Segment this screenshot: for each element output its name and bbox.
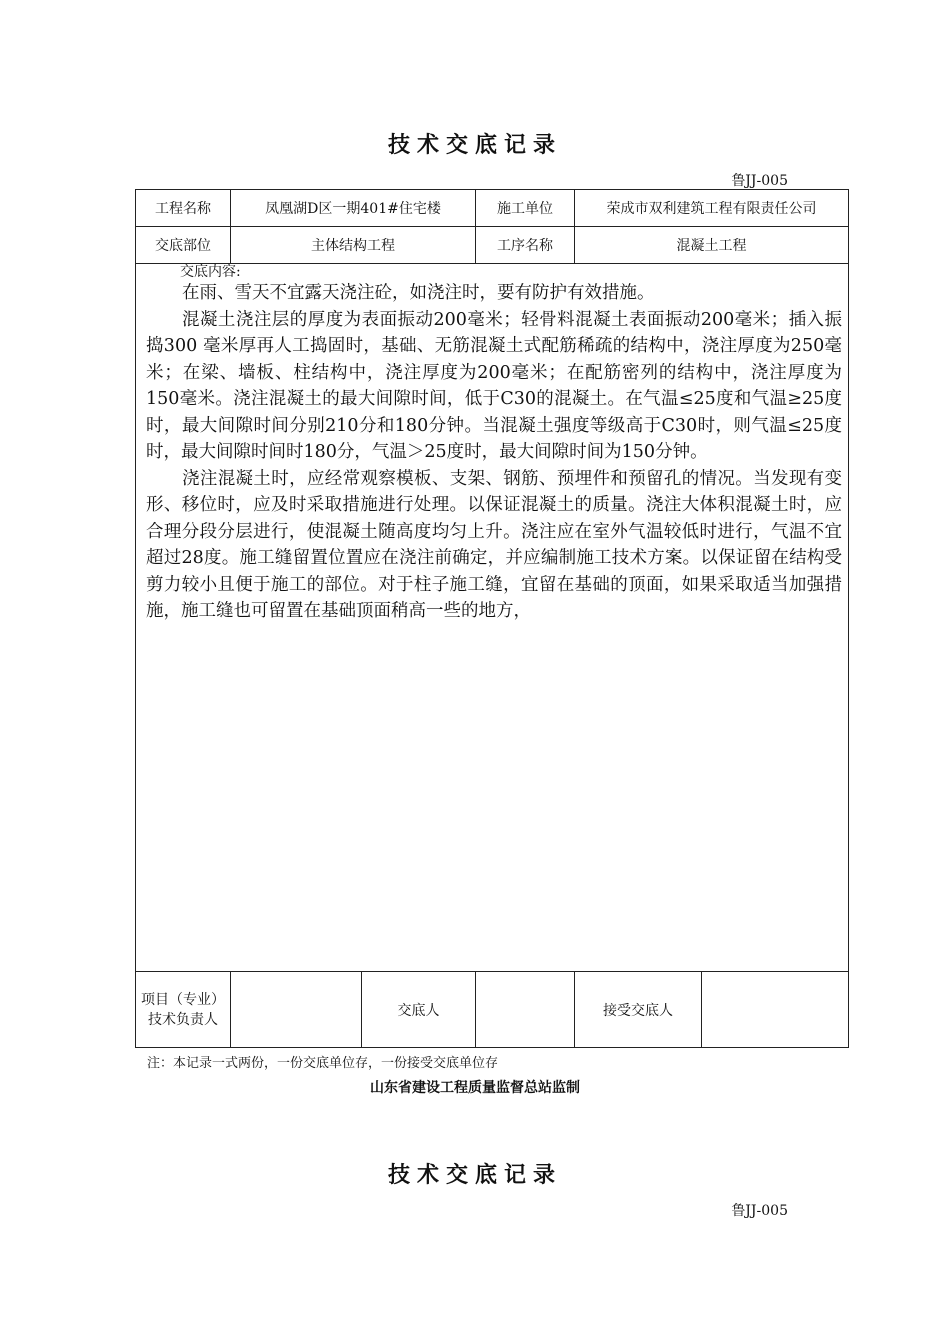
project-name-value: 凤凰湖D区一期401#住宅楼	[231, 190, 476, 227]
form-code: 鲁JJ-005	[731, 173, 788, 189]
content-paragraph-3: 浇注混凝土时，应经常观察模板、支架、钢筋、预埋件和预留孔的情况。当发现有变形、移位时，应及时采取措施进行处理。以保证混凝土的质量。浇注大体积混凝土时，应合理分段分层进行，使混凝土随高度均匀上升。浇注应在室外气温较低时进行，气温不宜超过28度。施工缝留置位置应在浇注前确定，并应编制施工技术方案。以保证留在结构受剪力较小且便于施工的部位。对于柱子施工缝，宜留在基础的顶面，如果采取适当加强措施，施工缝也可留置在基础顶面稍高一些的地方，	[146, 468, 843, 621]
project-name-label: 工程名称	[136, 190, 231, 227]
content-label: 交底内容:	[180, 264, 241, 280]
content-cell	[136, 264, 849, 972]
leader-label-line1: 项目（专业）	[141, 991, 225, 1008]
part-value: 主体结构工程	[231, 227, 476, 264]
part-label: 交底部位	[136, 227, 231, 264]
contractor-label: 施工单位	[476, 190, 575, 227]
process-label: 工序名称	[476, 227, 575, 264]
page-title: 技术交底记录	[387, 132, 562, 158]
contractor-value: 荣成市双利建筑工程有限责任公司	[575, 190, 849, 227]
issuer-footer: 山东省建设工程质量监督总站监制	[370, 1080, 580, 1096]
leader-label	[136, 972, 231, 1048]
record-table	[135, 189, 849, 1048]
page2-title: 技术交底记录	[387, 1162, 562, 1188]
receiver-signature[interactable]	[702, 972, 849, 1048]
process-value: 混凝土工程	[575, 227, 849, 264]
discloser-signature[interactable]	[476, 972, 575, 1048]
content-paragraph-1: 在雨、雪天不宜露天浇注砼，如浇注时，要有防护有效措施。	[182, 283, 655, 303]
page2-form-code: 鲁JJ-005	[731, 1203, 788, 1219]
leader-label-line2: 技术负责人	[148, 1011, 218, 1028]
receiver-label: 接受交底人	[575, 972, 702, 1048]
footnote: 注：本记录一式两份，一份交底单位存，一份接受交底单位存	[147, 1056, 499, 1071]
leader-signature[interactable]	[231, 972, 362, 1048]
discloser-label: 交底人	[362, 972, 476, 1048]
content-paragraph-2: 混凝土浇注层的厚度为表面振动200毫米；轻骨料混凝土表面振动200毫米；插入振捣300 毫米厚再人工捣固时，基础、无筋混凝土式配筋稀疏的结构中，浇注厚度为250毫米；在梁、墙板、柱结构中，浇注厚度为200毫米；在配筋密列的结构中，浇注厚度为150毫米。浇注混凝土的最大间隙时间，低于C30的混凝土。在气温≤25度和气温≥25度时，最大间隙时间分别210分和180分钟。当混凝土强度等级高于C30时，则气温≤25度时，最大间隙时间时180分，气温＞25度时，最大间隙时间为150分钟。	[146, 309, 843, 462]
